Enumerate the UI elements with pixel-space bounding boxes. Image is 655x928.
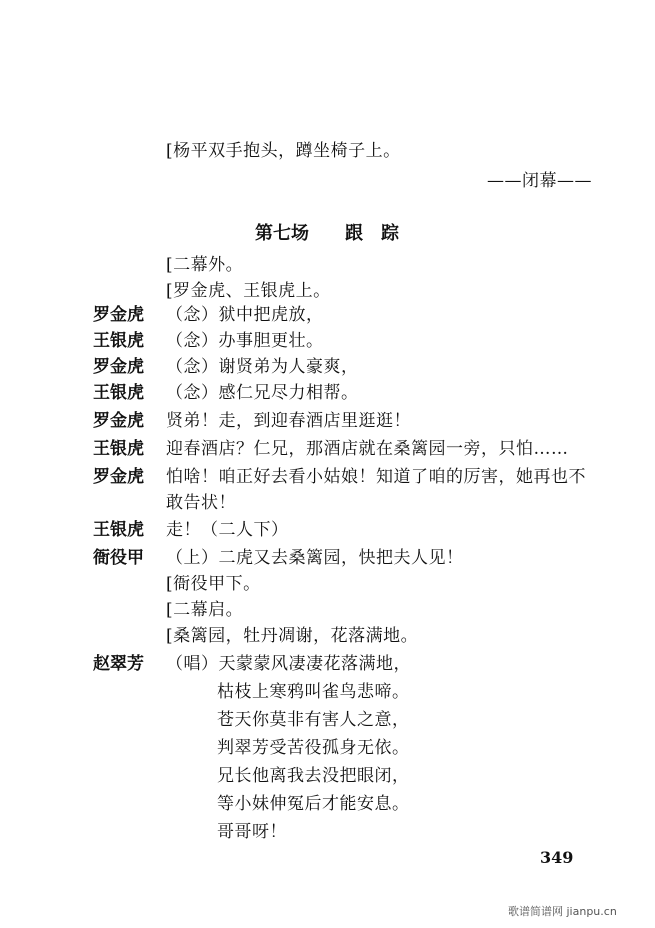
speaker-name: 王银虎	[93, 331, 144, 351]
stage-direction: [罗金虎、王银虎上。	[166, 281, 331, 301]
dialogue-text: 敢告状！	[166, 493, 236, 513]
speaker-name: 王银虎	[93, 439, 144, 459]
stage-direction: [桑篱园，牡丹凋谢，花落满地。	[166, 626, 419, 646]
speaker-name: 王银虎	[93, 520, 144, 540]
dialogue-text: （念）感仁兄尽力相帮。	[166, 383, 359, 403]
lyric-line: 判翠芳受苦役孤身无依。	[217, 738, 410, 758]
speaker-name: 衙役甲	[93, 548, 144, 568]
scene-title: 第七场 跟 踪	[255, 223, 399, 244]
curtain-close: ——闭幕——	[487, 171, 592, 191]
speaker-name: 赵翠芳	[93, 654, 144, 674]
lyric-line: 枯枝上寒鸦叫雀鸟悲啼。	[217, 682, 410, 702]
lyric-line: 苍天你莫非有害人之意，	[217, 710, 410, 730]
dialogue-text: 贤弟！走，到迎春酒店里逛逛！	[166, 411, 411, 431]
lyric-line: 哥哥呀！	[217, 822, 287, 842]
dialogue-text: （上）二虎又去桑篱园，快把夫人见！	[166, 548, 464, 568]
stage-direction: [杨平双手抱头，蹲坐椅子上。	[166, 141, 401, 161]
dialogue-text: 走！（二人下）	[166, 520, 289, 540]
stage-direction: [二幕启。	[166, 600, 244, 620]
lyric-line: （唱）天蒙蒙风凄凄花落满地，	[166, 654, 411, 674]
dialogue-text: （念）狱中把虎放，	[166, 305, 324, 325]
speaker-name: 罗金虎	[93, 305, 144, 325]
speaker-name: 王银虎	[93, 383, 144, 403]
page-number: 349	[540, 848, 574, 867]
stage-direction: [二幕外。	[166, 255, 244, 275]
lyric-line: 等小妹伸冤后才能安息。	[217, 794, 410, 814]
dialogue-text: 迎春酒店？仁兄，那酒店就在桑篱园一旁，只怕……	[166, 439, 569, 459]
speaker-name: 罗金虎	[93, 467, 144, 487]
watermark: 歌谱简谱网 jianpu.cn	[508, 905, 617, 918]
stage-direction: [衙役甲下。	[166, 574, 261, 594]
lyric-line: 兄长他离我去没把眼闭，	[217, 766, 410, 786]
dialogue-text: （念）办事胆更壮。	[166, 331, 324, 351]
dialogue-text: 怕啥！咱正好去看小姑娘！知道了咱的厉害，她再也不	[166, 467, 586, 487]
speaker-name: 罗金虎	[93, 411, 144, 431]
dialogue-text: （念）谢贤弟为人豪爽，	[166, 357, 359, 377]
speaker-name: 罗金虎	[93, 357, 144, 377]
